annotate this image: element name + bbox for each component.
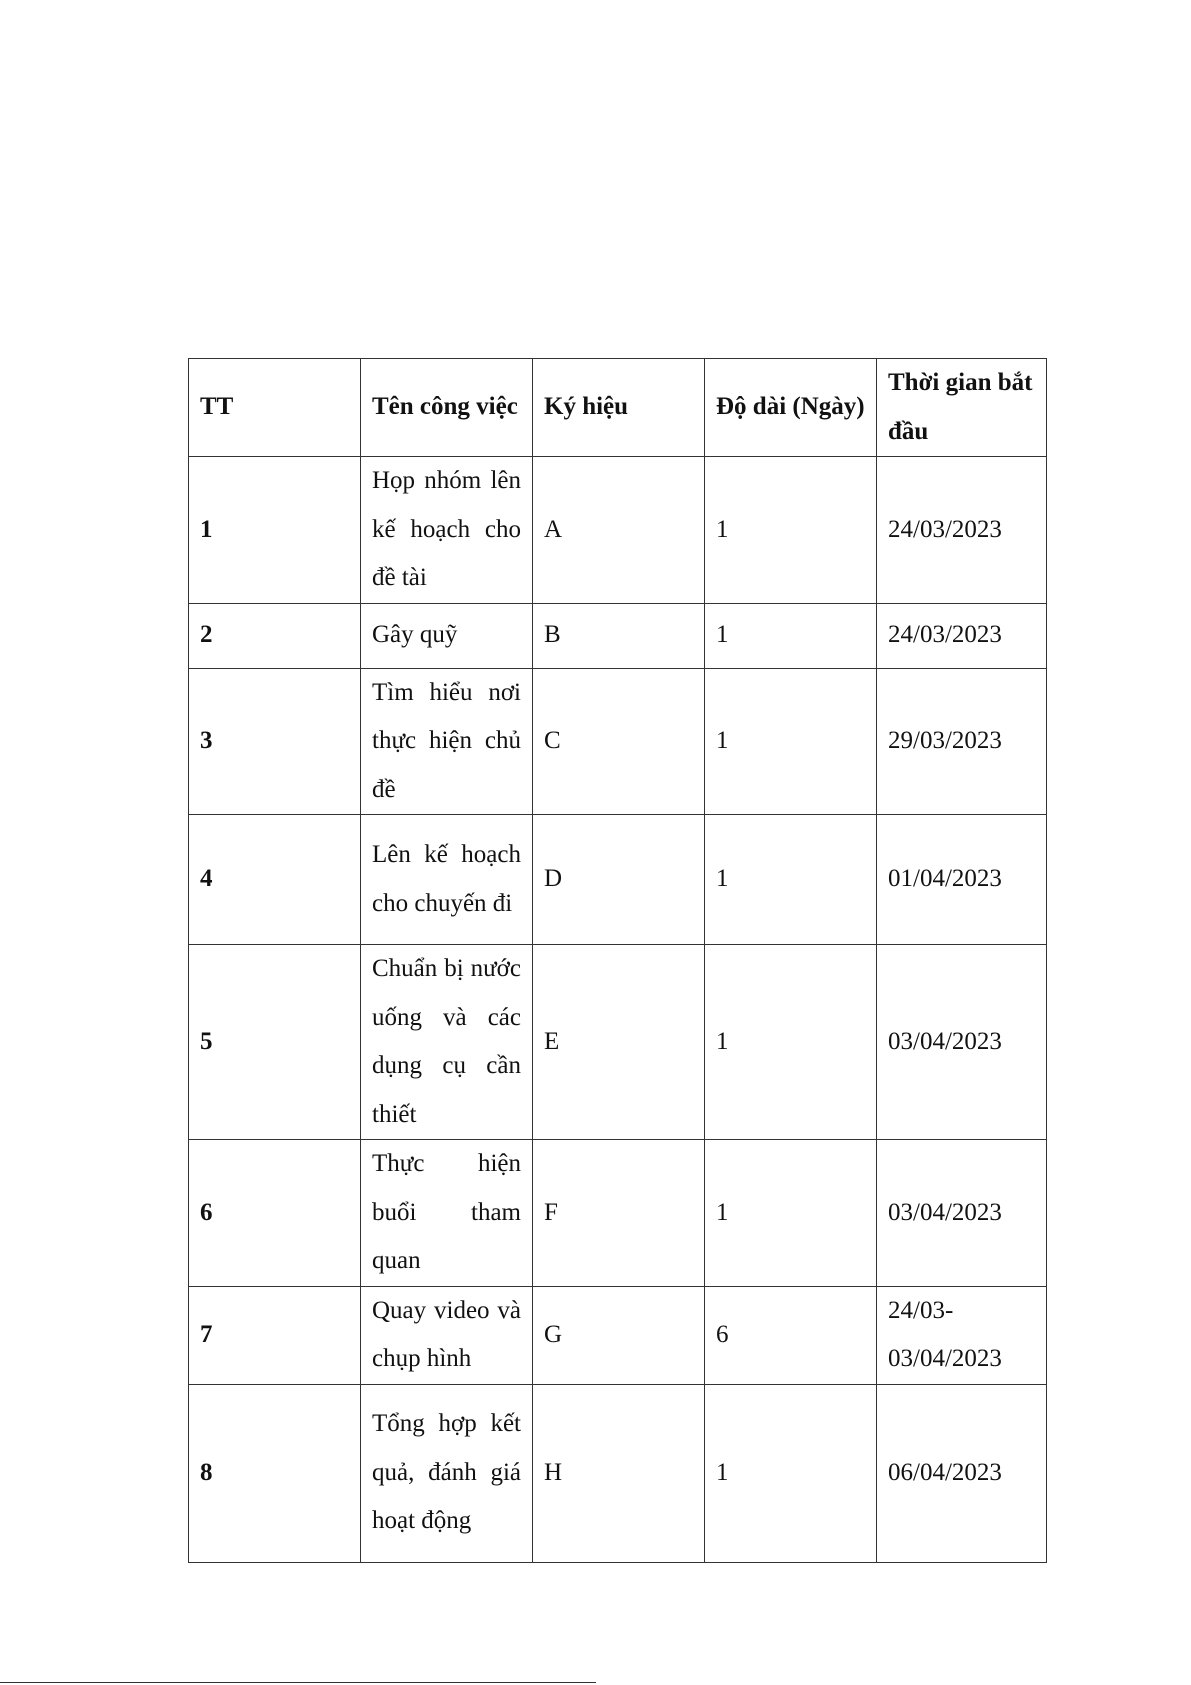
cell-start: 24/03/2023 <box>877 603 1047 668</box>
cell-tt: 8 <box>189 1384 361 1562</box>
cell-tt: 6 <box>189 1140 361 1287</box>
header-tt: TT <box>189 359 361 457</box>
cell-task: Gây quỹ <box>361 603 533 668</box>
table-row <box>189 1384 1047 1562</box>
cell-tt: 2 <box>189 603 361 668</box>
cell-symbol: E <box>533 945 705 1140</box>
cell-symbol: B <box>533 603 705 668</box>
cell-task: Thực hiện buổi tham quan <box>361 1140 533 1287</box>
table-row <box>189 1286 1047 1384</box>
table-row <box>189 457 1047 604</box>
cell-start: 01/04/2023 <box>877 815 1047 945</box>
table-header-row <box>189 359 1047 457</box>
table-row <box>189 1140 1047 1287</box>
cell-start: 06/04/2023 <box>877 1384 1047 1562</box>
table-row <box>189 668 1047 815</box>
cell-task: Lên kế hoạch cho chuyến đi <box>361 815 533 945</box>
cell-symbol: F <box>533 1140 705 1287</box>
cell-start: 24/03/2023 <box>877 457 1047 604</box>
cell-tt: 1 <box>189 457 361 604</box>
header-symbol: Ký hiệu <box>533 359 705 457</box>
cell-start: 24/03-03/04/2023 <box>877 1286 1047 1384</box>
cell-tt: 4 <box>189 815 361 945</box>
cell-duration: 1 <box>705 603 877 668</box>
cell-task: Tổng hợp kết quả, đánh giá hoạt động <box>361 1384 533 1562</box>
cell-start: 03/04/2023 <box>877 1140 1047 1287</box>
table-row <box>189 945 1047 1140</box>
cell-task: Chuẩn bị nước uống và các dụng cụ cần thiết <box>361 945 533 1140</box>
table-row <box>189 603 1047 668</box>
cell-tt: 3 <box>189 668 361 815</box>
cell-tt: 7 <box>189 1286 361 1384</box>
cell-start: 29/03/2023 <box>877 668 1047 815</box>
cell-symbol: D <box>533 815 705 945</box>
cell-duration: 1 <box>705 1140 877 1287</box>
cell-tt: 5 <box>189 945 361 1140</box>
header-start-time: Thời gian bắt đầu <box>877 359 1047 457</box>
cell-symbol: A <box>533 457 705 604</box>
cell-duration: 1 <box>705 668 877 815</box>
cell-symbol: G <box>533 1286 705 1384</box>
footnote-separator <box>0 1682 596 1683</box>
header-task-name: Tên công việc <box>361 359 533 457</box>
cell-duration: 1 <box>705 945 877 1140</box>
cell-duration: 1 <box>705 1384 877 1562</box>
cell-symbol: C <box>533 668 705 815</box>
cell-task: Tìm hiểu nơi thực hiện chủ đề <box>361 668 533 815</box>
cell-task: Quay video và chụp hình <box>361 1286 533 1384</box>
cell-duration: 6 <box>705 1286 877 1384</box>
table-row <box>189 815 1047 945</box>
cell-duration: 1 <box>705 457 877 604</box>
header-duration: Độ dài (Ngày) <box>705 359 877 457</box>
task-schedule-table <box>188 358 1047 1563</box>
cell-duration: 1 <box>705 815 877 945</box>
cell-symbol: H <box>533 1384 705 1562</box>
cell-task: Họp nhóm lên kế hoạch cho đề tài <box>361 457 533 604</box>
cell-start: 03/04/2023 <box>877 945 1047 1140</box>
